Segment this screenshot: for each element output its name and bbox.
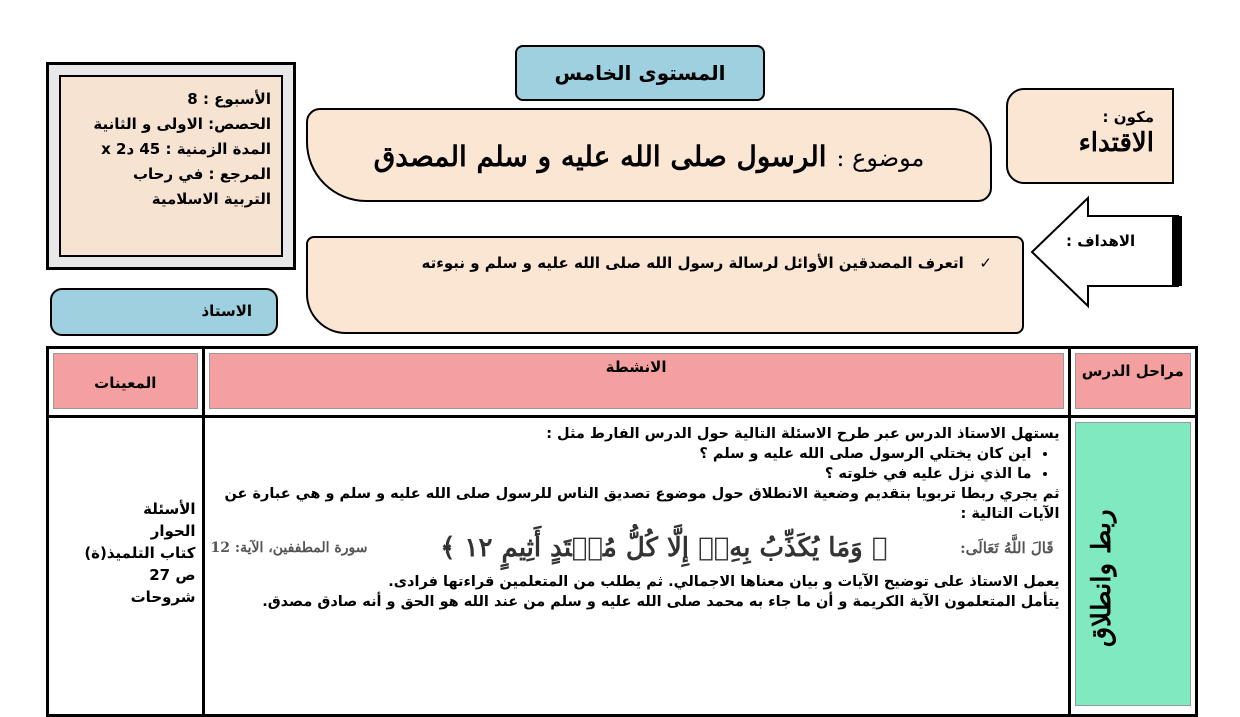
week-text: الأسبوع : 8 bbox=[187, 90, 271, 108]
level-title: المستوى الخامس bbox=[554, 61, 726, 85]
means-item: الحوار bbox=[150, 522, 196, 540]
goals-arrow-icon bbox=[1028, 194, 1188, 314]
topic-box bbox=[306, 108, 992, 202]
quran-verse-row bbox=[210, 533, 1054, 563]
quran-verse: ﴿ وَمَا يُكَذِّبُ بِهِۦٓ إِلَّا كُلُّ مُعۡتَدٍ أَثِيمٍ ١٢ ﴾ bbox=[440, 533, 888, 563]
means-list bbox=[49, 418, 202, 608]
activities-body bbox=[205, 418, 1068, 612]
stages-header: مراحل الدرس bbox=[1081, 362, 1184, 380]
lesson-table bbox=[46, 346, 1198, 717]
reference-text: المرجع : في رحاب bbox=[132, 165, 271, 183]
activities-intro: يستهل الاستاذ الدرس عبر طرح الاسئلة التالية حول الدرس الفارط مثل : bbox=[546, 426, 1060, 442]
goals-box bbox=[306, 236, 1024, 334]
means-item: كتاب التلميذ(ة) bbox=[84, 544, 196, 562]
stage-name: ربط وانطلاق bbox=[1086, 509, 1117, 647]
means-header-cell bbox=[48, 348, 204, 417]
activities-header-cell bbox=[203, 348, 1069, 417]
level-box bbox=[515, 45, 765, 101]
sessions-text: الحصص: الاولى و الثانية bbox=[93, 115, 271, 133]
stages-header-cell bbox=[1069, 348, 1196, 417]
activities-header: الانشطة bbox=[605, 358, 667, 376]
component-box bbox=[1006, 88, 1174, 184]
stage-panel bbox=[1075, 422, 1191, 706]
means-item: الأسئلة bbox=[143, 500, 196, 518]
question-item: • اين كان يختلي الرسول صلى الله عليه و سلم ؟ bbox=[211, 444, 1032, 464]
lesson-info-box bbox=[46, 62, 296, 270]
means-item: شروحات bbox=[130, 588, 196, 606]
duration-text: المدة الزمنية : 45 دx 2 bbox=[101, 140, 271, 158]
component-value: الاقتداء bbox=[1078, 128, 1154, 158]
activities-reflect: يتأمل المتعلمون الآية الكريمة و أن ما جاء به محمد صلى الله عليه و سلم من عند الله هو الحق و أنه صادق مصدق. bbox=[262, 594, 1060, 610]
topic-title: الرسول صلى الله عليه و سلم المصدق bbox=[373, 140, 827, 173]
reference-text-2: التربية الاسلامية bbox=[151, 190, 271, 208]
teacher-label-box bbox=[50, 288, 278, 336]
topic-label: موضوع : bbox=[836, 144, 925, 172]
activities-cell bbox=[203, 417, 1069, 716]
check-icon: ✓ bbox=[979, 254, 992, 272]
verse-intro: قَالَ اللَّهُ تَعَالَى: bbox=[960, 539, 1054, 557]
means-item: ص 27 bbox=[149, 566, 196, 584]
stage-cell bbox=[1069, 417, 1196, 716]
lesson-info-inner bbox=[59, 75, 283, 257]
verse-reference: سورة المطففين، الآية: 12 bbox=[210, 540, 368, 556]
component-label: مكون : bbox=[1102, 108, 1154, 126]
questions-list bbox=[211, 444, 1060, 484]
activities-bridge: ثم يجري ربطا تربويا بتقديم وضعية الانطلاق حول موضوع تصديق الناس للرسول صلى الله عليه و سلم و هي عبارة عن الآيات التالية : bbox=[224, 486, 1060, 522]
activities-explain: يعمل الاستاذ على توضيح الآيات و بيان معناها الاجمالي. ثم يطلب من المتعلمين قراءتها فرادى. bbox=[388, 574, 1060, 590]
means-header: المعينات bbox=[94, 374, 157, 392]
goals-label: الاهداف : bbox=[1066, 232, 1136, 250]
teacher-label: الاستاذ bbox=[201, 302, 252, 320]
question-item: • ما الذي نزل عليه في خلوته ؟ bbox=[211, 464, 1032, 484]
means-cell bbox=[48, 417, 204, 716]
goal-item: اتعرف المصدقين الأوائل لرسالة رسول الله صلى الله عليه و سلم و نبوءته bbox=[421, 254, 964, 272]
